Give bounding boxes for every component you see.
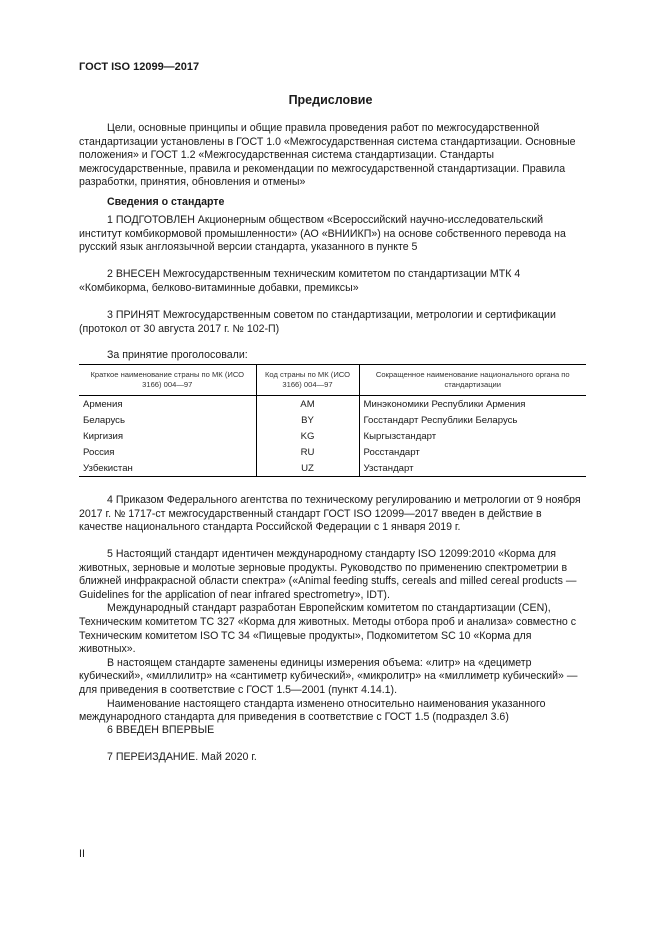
header-country-code: Код страны по МК (ИСО 3166) 004—97 [256,365,359,396]
country-name: Киргизия [83,430,124,442]
standards-body: Минэкономики Республики Армения [359,396,586,413]
item-5-cen-text: Международный стандарт разработан Европейским комитетом по стандартизации (CEN), Техническим комитетом TC 327 «Корма для животных. Методы отбора проб и анализа» совместно с Техническим комитетом ISO TC 34 «Пищевые продукты», Подкомитетом SC 10 «Корма для животных». [79,602,577,656]
table-header-row [79,365,586,396]
country-name: Армения [83,398,123,410]
country-code: KG [256,428,359,444]
item-7 [79,751,585,765]
country-code: RU [256,444,359,460]
table-row [79,444,586,460]
item-1 [79,214,585,255]
table-row [79,412,586,428]
country-code: AM [256,396,359,413]
country-code: UZ [256,460,359,477]
section-heading: Сведения о стандарте [107,196,225,208]
item-2 [79,268,585,295]
header-standards-body: Сокращенное наименование национального органа по стандартизации [359,365,586,396]
page-number: II [79,848,85,860]
item-3 [79,309,585,336]
country-name: Россия [83,446,115,458]
country-name: Беларусь [83,414,125,426]
item-6 [79,724,585,738]
item-5 [79,548,585,725]
item-5-text: 5 Настоящий стандарт идентичен международному стандарту ISO 12099:2010 «Корма для животных, зерновые и молотые зерновые продукты. Руководство по применению спектрометрии в ближней инфракрасной области спектра» («Animal feeding stuffs, cereals and milled cereal products — Guidelines for the application of near infrared spectrometry», IDT). [79,548,577,601]
country-name: Узбекистан [79,460,256,477]
page-title: Предисловие [288,93,373,107]
table-row [79,460,586,477]
voted-label [79,349,585,363]
item-7-text: 7 ПЕРЕИЗДАНИЕ. Май 2020 г. [107,751,257,763]
table-row [79,428,586,444]
item-1-text: 1 ПОДГОТОВЛЕН Акционерным обществом «Всероссийский научно-исследовательский институт комбикормовой промышленности» (АО «ВНИИКП») на основе собственного перевода на русский язык англоязычной версии стандарта, указанного в пункте 5 [79,214,566,254]
item-4-text: 4 Приказом Федерального агентства по техническому регулированию и метрологии от 9 ноября 2017 г. № 1717-ст межгосударственный стандарт ГОСТ ISO 12099—2017 введен в действие в качестве национального стандарта Российской Федерации с 1 января 2019 г. [79,494,581,534]
item-3-text: 3 ПРИНЯТ Межгосударственным советом по стандартизации, метрологии и сертификации (протокол от 30 августа 2017 г. № 102-П) [79,309,556,335]
standards-body: Узстандарт [359,460,586,477]
voting-table [79,364,586,477]
voted-label-text: За принятие проголосовали: [107,349,248,361]
intro-paragraph [79,122,585,190]
item-2-text: 2 ВНЕСЕН Межгосударственным техническим комитетом по стандартизации МТК 4 «Комбикорма, белково-витаминные добавки, премиксы» [79,268,521,294]
country-code: BY [256,412,359,428]
table-row [79,396,586,413]
item-4 [79,494,585,535]
standards-body: Госстандарт Республики Беларусь [359,412,586,428]
intro-text: Цели, основные принципы и общие правила проведения работ по межгосударственной стандартизации установлены в ГОСТ 1.0 «Межгосударственная система стандартизации. Основные положения» и ГОСТ 1.2 «Межгосударственная система стандартизации. Стандарты межгосударственные, правила и рекомендации по межгосударственной стандартизации. Правила разработки, принятия, обновления и отмены» [79,122,576,189]
item-6-text: 6 ВВЕДЕН ВПЕРВЫЕ [107,724,215,736]
document-code: ГОСТ ISO 12099—2017 [79,61,200,73]
item-5-name-text: Наименование настоящего стандарта изменено относительно наименования указанного международного стандарта для приведения в соответствие с ГОСТ 1.5 (подраздел 3.6) [79,697,546,724]
header-country-name: Краткое наименование страны по МК (ИСО 3166) 004—97 [79,365,256,396]
item-5-units-text: В настоящем стандарте заменены единицы измерения объема: «литр» на «дециметр кубический», «миллилитр» на «сантиметр кубический», «микролитр» на «миллиметр кубический» — для приведения в соответствие с ГОСТ 1.5—2001 (пункт 4.14.1). [79,656,578,696]
standards-body: Росстандарт [359,444,586,460]
standards-body: Кыргызстандарт [359,428,586,444]
